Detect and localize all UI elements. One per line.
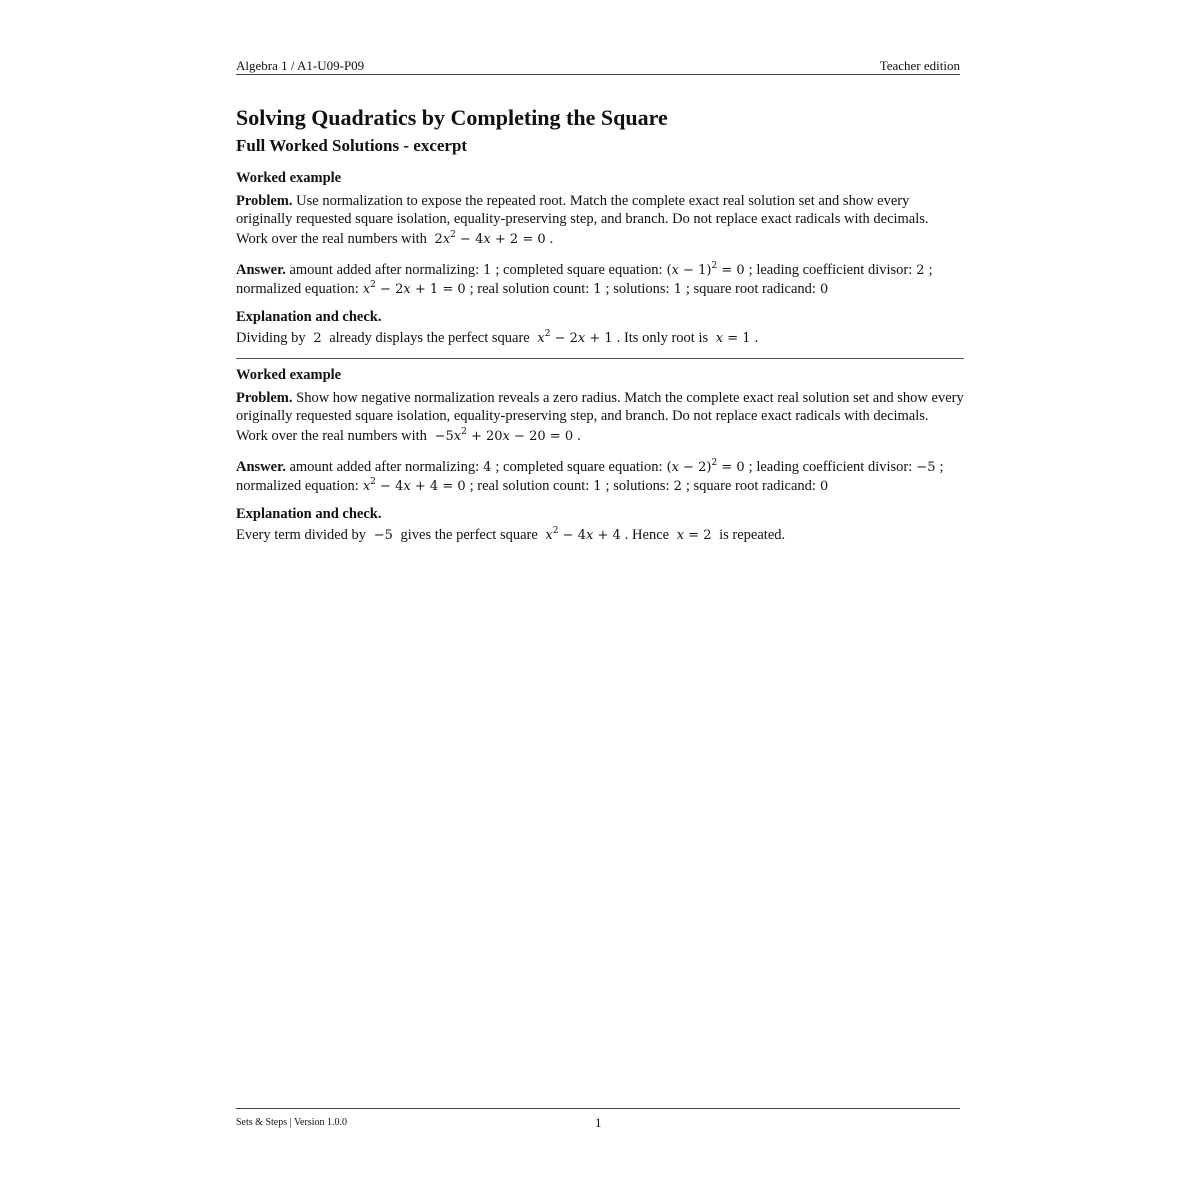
answer-item-value: 1: [673, 282, 682, 297]
answer-item-value: $(x - 2)^2 = 0$: [666, 458, 745, 475]
page-title: Solving Quadratics by Completing the Square: [236, 105, 668, 130]
problem-label: Problem.: [236, 193, 293, 209]
answer-item-label: amount added after normalizing:: [289, 262, 480, 278]
worked-example-1: [236, 168, 966, 348]
answer-item-value: 2: [673, 479, 682, 494]
answer-item-value: 1: [593, 479, 602, 494]
answer-item-label: real solution count:: [473, 478, 590, 494]
problem-equation: $-5x^2 + 20x - 20 = 0$: [434, 427, 574, 444]
explanation-part: . Hence: [624, 527, 670, 543]
answer-item-value: 1: [483, 263, 492, 278]
answer-item-value: −5: [916, 460, 936, 475]
problem-label: Problem.: [236, 390, 293, 406]
example-heading: Worked example: [236, 170, 342, 186]
answer-item-label: leading coefficient divisor:: [752, 262, 913, 278]
explanation-math: x = 1: [715, 331, 751, 346]
explanation-math: $x^2 - 2x + 1$: [537, 329, 613, 346]
problem-text: Use normalization to expose the repeated root. Match the complete exact real solution set and show every originally requested square isolation, equality-preserving step, and branch. Do not replace exact radicals with decimals.: [236, 193, 929, 227]
workover-text: Work over the real numbers with: [236, 231, 427, 247]
footer-version: Sets & Steps | Version 1.0.0: [236, 1117, 347, 1128]
main-content: [236, 104, 966, 545]
answer-block: [236, 261, 966, 299]
footer-rule: [236, 1108, 960, 1109]
explanation-math: 2: [313, 331, 322, 346]
running-header: [236, 58, 960, 75]
answer-item-value: $x^2 - 2x + 1 = 0$: [362, 280, 466, 297]
explanation-part: .: [754, 330, 759, 346]
answer-item-label: completed square equation:: [499, 262, 663, 278]
answer-item-value: $x^2 - 4x + 4 = 0$: [362, 477, 466, 494]
explanation-heading: Explanation and check.: [236, 309, 382, 325]
header-course-code: Algebra 1 / A1-U09-P09: [236, 58, 365, 73]
problem-text: Show how negative normalization reveals a zero radius. Match the complete exact real solution set and show every originally requested square isolation, equality-preserving step, and branch. Do not replace exact radicals with decimals.: [236, 390, 964, 424]
explanation-heading: Explanation and check.: [236, 506, 382, 522]
explanation-part: Dividing by: [236, 330, 306, 346]
answer-item-value: 2: [916, 263, 925, 278]
answer-item-label: completed square equation:: [499, 459, 663, 475]
example-heading: Worked example: [236, 367, 342, 383]
answer-item-value: 0: [819, 479, 829, 494]
explanation-part: gives the perfect square: [400, 527, 538, 543]
problem-statement: [236, 192, 966, 228]
answer-item-label: solutions:: [609, 478, 670, 494]
answer-item-label: leading coefficient divisor:: [752, 459, 913, 475]
answer-item-label: amount added after normalizing:: [289, 459, 480, 475]
answer-item-value: 1: [593, 282, 602, 297]
answer-item-value: 0: [819, 282, 829, 297]
problem-statement: [236, 389, 966, 425]
answer-item-label: solutions:: [609, 281, 670, 297]
problem-equation-line: Work over the real numbers with $2x^2 - 4x + 2 = 0$ .: [236, 230, 554, 247]
header-edition: Teacher edition: [879, 58, 960, 73]
explanation-math: x = 2: [676, 528, 712, 543]
answer-item-label: normalized equation:: [236, 478, 359, 494]
explanation-text: [236, 329, 966, 348]
answer-item-value: $(x - 1)^2 = 0$: [666, 261, 745, 278]
answer-item-label: square root radicand:: [689, 478, 816, 494]
worked-example-2: [236, 365, 966, 545]
explanation-part: is repeated.: [719, 527, 786, 543]
answer-items: amount added after normalizing: 4 ; completed square equation: $(x - 2)^2 = 0$ ; leading coefficient divisor: −5 ; normalized equation: $x^2 - 4x + 4 = 0$ ; real solution count: 1 ; solutions: 2 ; square root radicand: 0: [236, 458, 944, 494]
answer-label: Answer.: [236, 459, 286, 475]
explanation-math: $x^2 - 4x + 4$: [545, 526, 621, 543]
explanation-text: [236, 526, 966, 545]
answer-item-label: real solution count:: [473, 281, 590, 297]
answer-item-label: square root radicand:: [689, 281, 816, 297]
explanation-math: −5: [373, 528, 393, 543]
problem-equation-line: Work over the real numbers with $-5x^2 + 20x - 20 = 0$ .: [236, 427, 581, 444]
workover-text: Work over the real numbers with: [236, 428, 427, 444]
answer-item-label: normalized equation:: [236, 281, 359, 297]
answer-item-value: 4: [483, 460, 492, 475]
problem-equation: $2x^2 - 4x + 2 = 0$: [434, 230, 546, 247]
page-number: 1: [595, 1115, 602, 1130]
explanation-part: already displays the perfect square: [329, 330, 530, 346]
answer-items: amount added after normalizing: 1 ; completed square equation: $(x - 1)^2 = 0$ ; leading coefficient divisor: 2 ; normalized equation: $x^2 - 2x + 1 = 0$ ; real solution count: 1 ; solutions: 1 ; square root radicand: 0: [236, 261, 933, 297]
section-divider: [236, 358, 964, 359]
explanation-part: Every term divided by: [236, 527, 367, 543]
answer-label: Answer.: [236, 262, 286, 278]
answer-block: [236, 458, 966, 496]
page-subtitle: Full Worked Solutions - excerpt: [236, 136, 468, 155]
explanation-part: . Its only root is: [616, 330, 709, 346]
